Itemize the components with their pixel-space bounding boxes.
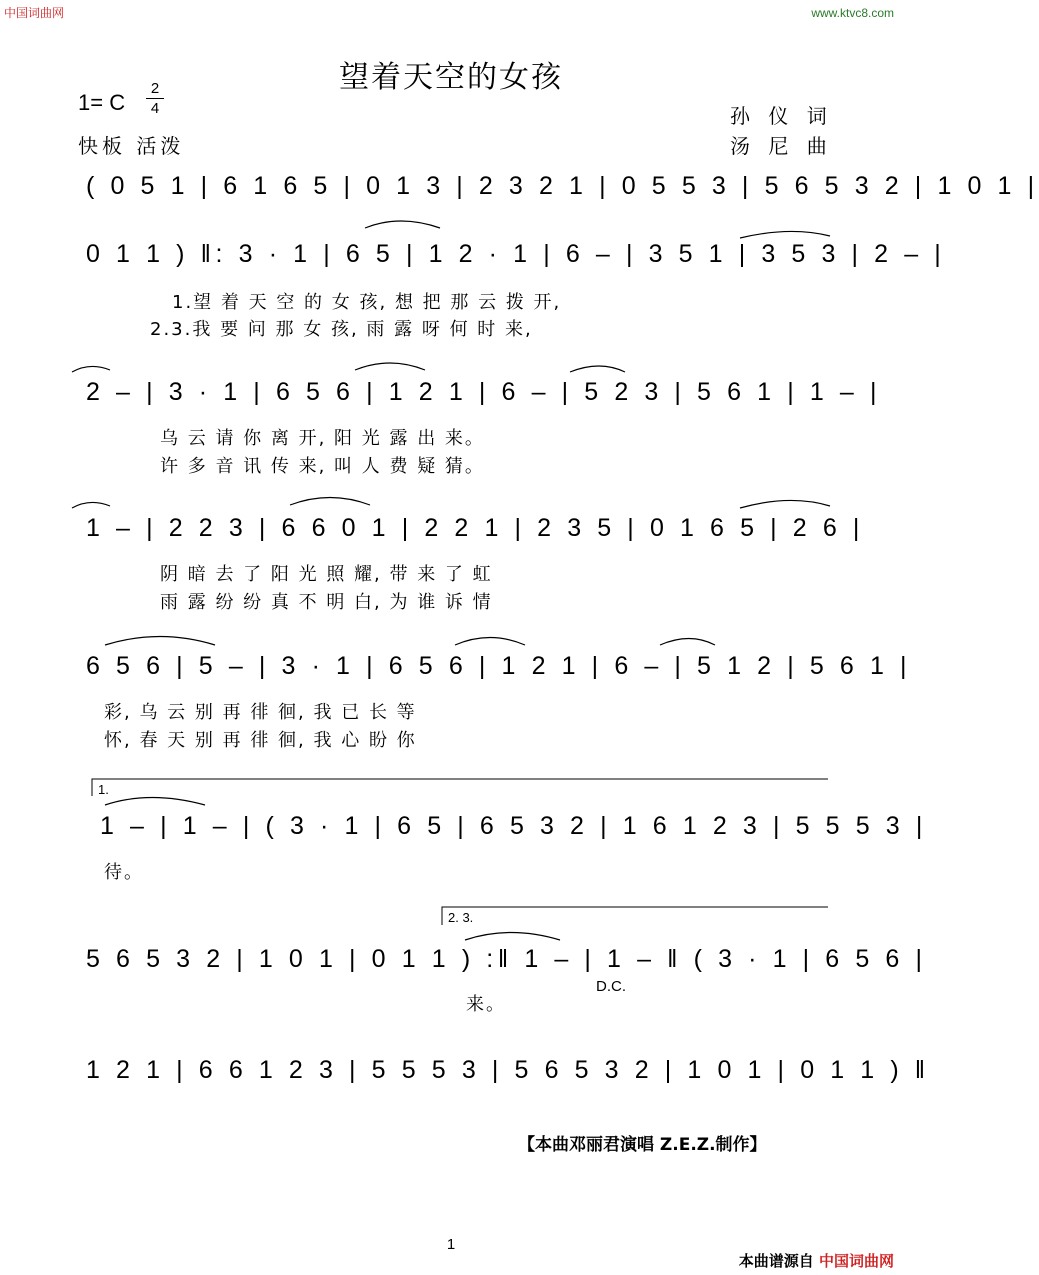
volta-first-ending: 1. bbox=[98, 782, 109, 797]
watermark-site-name: 中国词曲网 bbox=[4, 6, 65, 20]
lyric-row-5-verse-1: 彩, 乌 云 别 再 徘 徊, 我 已 长 等 bbox=[104, 702, 417, 723]
notation-row-7: 5 6 5 3 2 | 1 0 1 | 0 1 1 ) :‖ 1 – | 1 – ‖ ( 3 · 1 | 6 5 6 | bbox=[86, 945, 927, 973]
notation-row-5: 6 5 6 | 5 – | 3 · 1 | 6 5 6 | 1 2 1 | 6 – | 5 1 2 | 5 6 1 | bbox=[86, 652, 912, 680]
time-signature-lower: 4 bbox=[150, 100, 160, 117]
performance-credit: 【本曲邓丽君演唱 Z.E.Z.制作】 bbox=[518, 1135, 767, 1155]
volta-second-ending: 2. 3. bbox=[448, 910, 474, 925]
source-prefix: 本曲谱源自 bbox=[738, 1252, 814, 1270]
da-capo-marking: D.C. bbox=[596, 978, 626, 995]
lyric-row-4-verse-2: 雨 露 纷 纷 真 不 明 白, 为 谁 诉 情 bbox=[160, 592, 493, 613]
lyric-row-5-verse-2: 怀, 春 天 别 再 徘 徊, 我 心 盼 你 bbox=[104, 730, 417, 751]
notation-row-1: ( 0 5 1 | 6 1 6 5 | 0 1 3 | 2 3 2 1 | 0 5 5 3 | 5 6 5 3 2 | 1 0 1 | bbox=[86, 172, 1039, 200]
page-number: 1 bbox=[446, 1236, 456, 1253]
source-footer bbox=[739, 1250, 894, 1271]
lyric-row-6: 待。 bbox=[104, 862, 144, 883]
notation-row-8: 1 2 1 | 6 6 1 2 3 | 5 5 5 3 | 5 6 5 3 2 | 1 0 1 | 0 1 1 ) ‖ bbox=[86, 1056, 930, 1084]
notation-row-6: 1 – | 1 – | ( 3 · 1 | 6 5 | 6 5 3 2 | 1 6 1 2 3 | 5 5 5 3 | bbox=[100, 812, 927, 840]
lyric-row-4-verse-1: 阴 暗 去 了 阳 光 照 耀, 带 来 了 虹 bbox=[160, 564, 493, 585]
time-signature-upper: 2 bbox=[150, 80, 160, 97]
notation-row-3: 2 – | 3 · 1 | 6 5 6 | 1 2 1 | 6 – | 5 2 3 | 5 6 1 | 1 – | bbox=[86, 378, 882, 406]
source-site: 中国词曲网 bbox=[818, 1252, 894, 1270]
notation-row-4: 1 – | 2 2 3 | 6 6 0 1 | 2 2 1 | 2 3 5 | 0 1 6 5 | 2 6 | bbox=[86, 514, 864, 542]
lyric-row-7: 来。 bbox=[466, 994, 506, 1015]
composer-credit: 汤 尼 曲 bbox=[730, 134, 833, 158]
lyric-row-2-verse-2: 2.3.我 要 问 那 女 孩, 雨 露 呀 何 时 来, bbox=[150, 319, 533, 340]
notation-row-2: 0 1 1 ) ‖: 3 · 1 | 6 5 | 1 2 · 1 | 6 – | 3 5 1 | 3 5 3 | 2 – | bbox=[86, 240, 946, 268]
key-signature: 1= C bbox=[78, 90, 126, 115]
lyric-row-3-verse-2: 许 多 音 讯 传 来, 叫 人 费 疑 猜。 bbox=[160, 456, 485, 477]
watermark-site-url: www.ktvc8.com bbox=[811, 6, 894, 20]
song-title: 望着天空的女孩 bbox=[339, 60, 563, 95]
lyricist-credit: 孙 仪 词 bbox=[730, 104, 833, 128]
tempo-marking: 快板 活泼 bbox=[78, 134, 185, 158]
lyric-row-3-verse-1: 乌 云 请 你 离 开, 阳 光 露 出 来。 bbox=[160, 428, 485, 449]
lyric-row-2-verse-1: 1.望 着 天 空 的 女 孩, 想 把 那 云 拨 开, bbox=[172, 292, 562, 313]
